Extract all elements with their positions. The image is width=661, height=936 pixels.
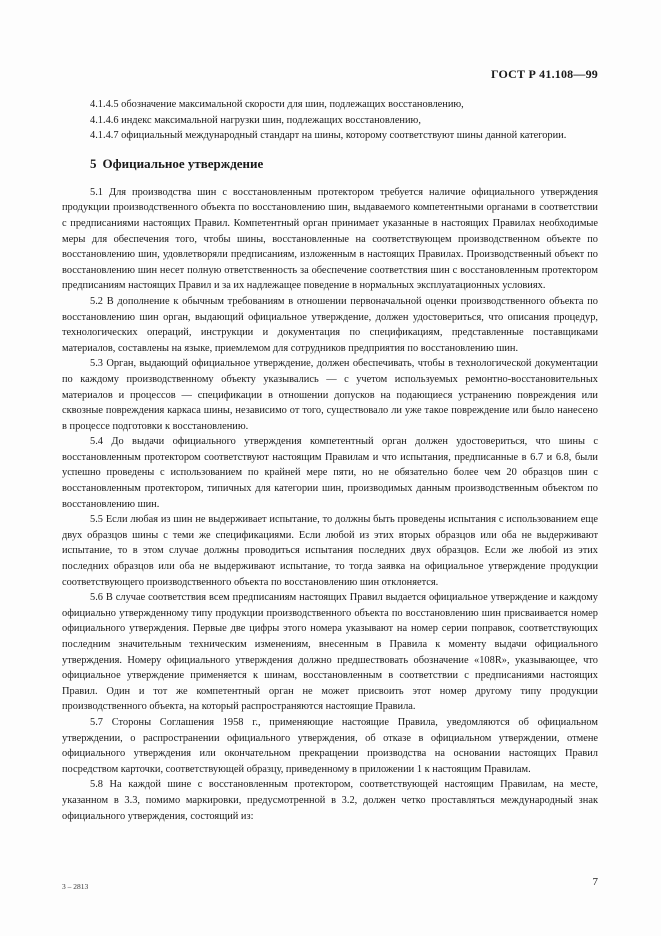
paragraph: 5.3 Орган, выдающий официальное утверждение, должен обеспечивать, чтобы в технологической документации по каждому производственному объекту указывались — с учетом используемых ремонтно-восстановительных материалов и процессов — спецификации в отношении допусков на подающиеся устранению повреждения или сквозные повреждения каркаса шины, независимо от того, существовало ли уже такое повреждение или было нанесено в процессе подготовки к восстановлению. bbox=[62, 358, 598, 432]
list-item: 4.1.4.6 индекс максимальной нагрузки шин, подлежащих восстановлению, bbox=[90, 114, 421, 126]
paragraph: 5.8 На каждой шине с восстановленным протектором, соответствующей настоящим Правилам, на месте, указанном в 3.3, помимо маркировки, предусмотренной в 3.2, должен четко проставляться международный знак официального утверждения, состоящий из: bbox=[62, 779, 598, 822]
print-code: 3 – 2813 bbox=[62, 882, 89, 891]
paragraph: 5.6 В случае соответствия всем предписаниям настоящих Правил выдается официальное утверждение и каждому официально утвержденному типу продукции производственного объекта по восстановлению шин присваивается номер официального утверждения. Первые две цифры этого номера указывают на номер серии поправок, соответствующих последним значительным техническим изменениям, внесенным в Правила к моменту выдачи официального утверждения. Номеру официального утверждения должно предшествовать обозначение «108R», указывающее, что официальное утверждение применяется к шинам, восстановленным в соответствии с предписаниями настоящих Правил. Один и тот же компетентный орган не может присвоить этот номер другому типу продукции производственного объекта, на который распространяются настоящие Правила. bbox=[62, 592, 598, 713]
list-item: 4.1.4.7 официальный международный стандарт на шины, которому соответствуют шины данной категории. bbox=[90, 130, 567, 142]
section-number: 5 bbox=[90, 155, 97, 171]
paragraph: 5.2 В дополнение к обычным требованиям в отношении первоначальной оценки производственного объекта по восстановлению шин орган, выдающий официальное утверждение, должен удостовериться, что описания процедур, технологических операций, инструкции и документация по спецификациям, представленные поставщиками материалов, составлены на языке, приемлемом для сотрудников предприятия по восстановлению шин. bbox=[62, 295, 598, 354]
list-item: 4.1.4.5 обозначение максимальной скорости для шин, подлежащих восстановлению, bbox=[90, 99, 464, 110]
page-number: 7 bbox=[592, 876, 598, 888]
paragraph: 5.1 Для производства шин с восстановленным протектором требуется наличие официального утверждения продукции производственного объекта по восстановлению шин, выдаваемого компетентными органами в соответствии с предписаниями настоящих Правил. Компетентный орган принимает указанные в настоящих Правилах необходимые меры для обеспечения того, чтобы шины, восстановленные на соответствующем производственном объекте по восстановлению шин, удовлетворяли предписаниям, изложенным в настоящих Правилах. Производственный объект по восстановлению шин несет полную ответственность за обеспечение соответствия шин с восстановленным протектором предписаниям настоящих Правил и за их надлежащее поведение в нормальных эксплуатационных условиях. bbox=[62, 186, 598, 292]
paragraph: 5.4 До выдачи официального утверждения компетентный орган должен удостовериться, что шины с восстановленным протектором соответствуют настоящим Правилам и что испытания, предписанные в 6.7 и 6.8, были успешно проведены с использованием по крайней мере пяти, но не обязательно более чем 20 образцов шин с восстановленным протектором, типичных для категории шин, производимых данным производственным объектом по восстановлению шин. bbox=[62, 436, 598, 510]
section-title: Официальное утверждение bbox=[102, 155, 264, 171]
paragraph: 5.5 Если любая из шин не выдерживает испытание, то должны быть проведены испытания с использованием еще двух образцов шины с теми же спецификациями. Если любой из этих вторых образцов или оба не выдерживают испытание, то в этом случае должны проводиться испытания последних двух образцов. Если же любой из этих последних образцов или оба не выдерживают испытание, то тогда заявка на официальное утверждение продукции соответствующего производственного объекта по восстановлению шин отклоняется. bbox=[62, 514, 598, 588]
document-body bbox=[62, 97, 598, 824]
paragraph: 5.7 Стороны Соглашения 1958 г., применяющие настоящие Правила, уведомляются об официальном утверждении, о распространении официального утверждения, об отказе в официальном утверждении, отмене официального утверждения или окончательном прекращении производства на основании настоящих Правил посредством карточки, соответствующей образцу, приведенному в приложении 1 к настоящим Правилам. bbox=[62, 716, 598, 775]
document-code: ГОСТ Р 41.108—99 bbox=[490, 67, 598, 81]
section-heading bbox=[62, 155, 598, 172]
